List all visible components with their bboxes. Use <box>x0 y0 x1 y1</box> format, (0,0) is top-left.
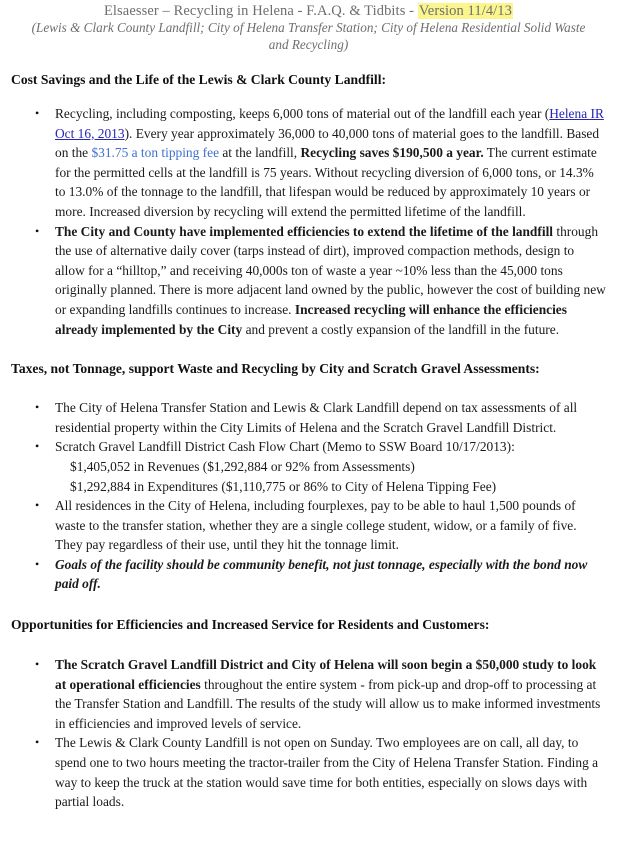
list-item <box>0 496 617 555</box>
document-header <box>0 0 617 53</box>
body-text: All residences in the City of Helena, including fourplexes, pay to be able to haul 1,500 pounds of waste to the transfer station, whether they are a single college student, widow, or a family of five. They pay regardless of their use, until they hit the tonnage limit. <box>55 498 577 553</box>
body-text: Recycling, including composting, keeps 6,000 tons of material out of the landfill each year ( <box>55 106 550 121</box>
bullet-list <box>0 104 617 339</box>
emphasis-bold-text: Increased recycling will enhance the efficiencies already implemented by the City <box>55 301 567 337</box>
sub-line: $1,405,052 in Revenues ($1,292,884 or 92% from Assessments) <box>70 458 415 474</box>
emphasis-bold-text: The City and County have implemented efficiencies to extend the lifetime of the landfill <box>55 223 554 239</box>
emphasis-bold-text: Recycling saves $190,500 a year. <box>300 145 484 161</box>
list-item <box>0 398 617 437</box>
section-heading: Cost Savings and the Life of the Lewis & Clark County Landfill: <box>11 72 386 87</box>
section-heading: Taxes, not Tonnage, support Waste and Recycling by City and Scratch Gravel Assessments: <box>11 361 540 377</box>
sub-line: $1,292,884 in Expenditures ($1,110,775 or 86% to City of Helena Tipping Fee) <box>70 478 497 494</box>
title-text: Elsaesser – Recycling in Helena - F.A.Q. & Tidbits - <box>103 3 418 19</box>
bullet-list <box>0 655 617 812</box>
list-item <box>0 437 617 496</box>
body-text: The City of Helena Transfer Station and Lewis & Clark Landfill depend on tax assessments of all residential property within the City Limits of Helena and the Scratch Gravel Landfill District. <box>55 400 578 435</box>
list-item <box>0 655 617 733</box>
body-text: at the landfill, <box>219 145 301 161</box>
emphasis-bold-italic-text: Goals of the facility should be community benefit, not just tonnage, especially with the bond now paid off. <box>55 556 588 592</box>
body-text: ). Every year approximately 36,000 to 40,000 tons of material goes to the landfill. Based on the <box>55 125 600 161</box>
document-section <box>0 360 617 594</box>
body-text: The Lewis & Clark County Landfill is not open on Sunday. Two employees are on call, all day, to spend one to two hours meeting the tractor-trailer from the City of Helena Transfer Station. Finding a way to keep the truck at the station would save time for both entities, especially on slows days with partial loads. <box>55 735 599 810</box>
body-text: throughout the entire system - from pick-up and drop-off to processing at the Transfer Station and Landfill. The results of the study will allow us to make informed investments in efficiencies and improved levels of service. <box>55 676 601 731</box>
highlighted-blue-text: $31.75 a ton tipping fee <box>91 145 220 161</box>
document-section <box>0 71 617 339</box>
bullet-list <box>0 398 617 594</box>
document-subtitle: (Lewis & Clark County Landfill; City of Helena Transfer Station; City of Helena Residential Solid Waste and Recycling) <box>31 20 586 52</box>
document-title <box>0 2 617 20</box>
version-highlight: Version 11/4/13 <box>418 3 513 19</box>
list-item <box>0 733 617 811</box>
body-text: through the use of alternative daily cover (tarps instead of dirt), improved compaction methods, design to allow for a “hilltop,” and receiving 40,000s ton of waste a year ~10% less than the 45,000 tons originally planned. There is more adjacent land owned by the public, however the cost of building new or expanding landfills continues to increase. <box>55 223 606 317</box>
list-item <box>0 104 617 222</box>
section-heading: Opportunities for Efficiencies and Increased Service for Residents and Customers: <box>11 617 490 633</box>
body-text: The current estimate for the permitted cells at the landfill is 75 years. Without recycling diversion of 6,000 tons, or 14.3% to 13.0% of the tonnage to the landfill, that lifespan would be reduced by approximately 10 years or more. Increased diversion by recycling will extend the permitted lifetime of the landfill. <box>55 145 597 219</box>
body-text: and prevent a costly expansion of the landfill in the future. <box>242 321 560 337</box>
inline-hyperlink[interactable]: Helena IR Oct 16, 2013 <box>55 106 604 141</box>
body-text: Scratch Gravel Landfill District Cash Flow Chart (Memo to SSW Board 10/17/2013): <box>55 439 515 455</box>
list-item <box>0 222 617 340</box>
document-section <box>0 616 617 812</box>
document-body <box>0 71 617 812</box>
list-item <box>0 555 617 594</box>
emphasis-bold-text: The Scratch Gravel Landfill District and City of Helena will soon begin a $50,000 study to look at operational efficiencies <box>55 657 597 692</box>
